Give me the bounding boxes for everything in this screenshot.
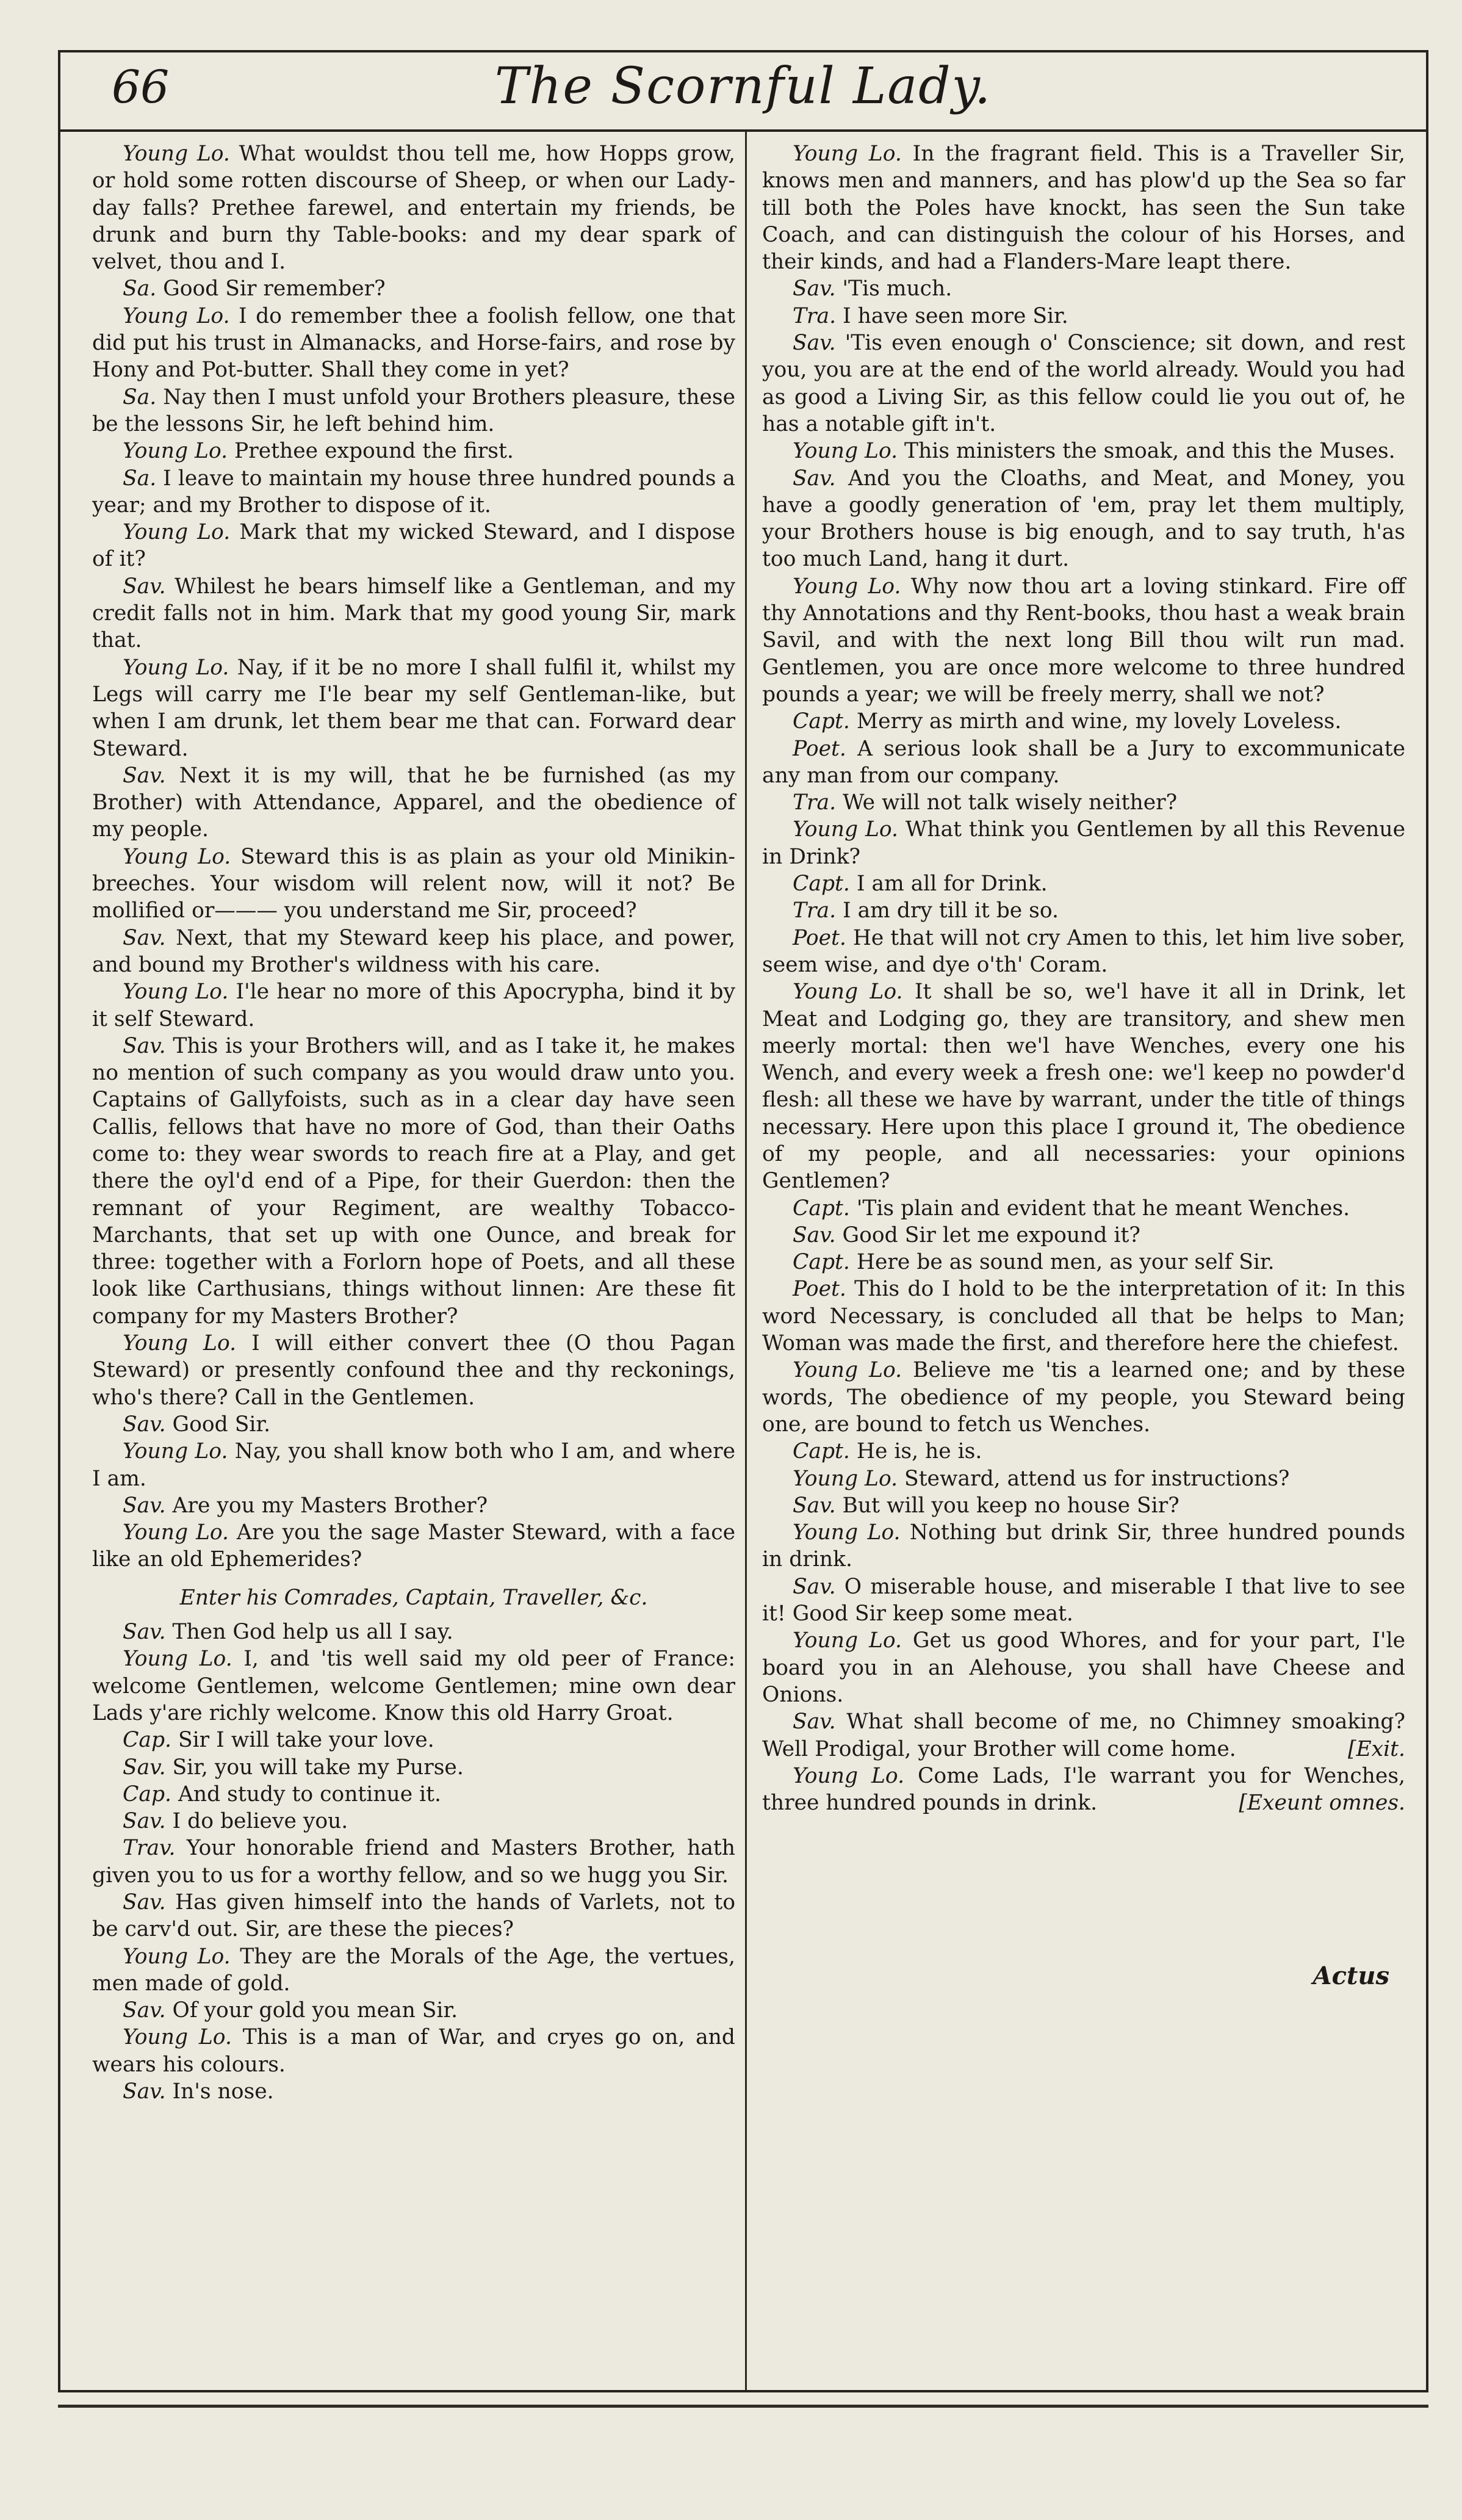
right-column-body [762,140,1405,1816]
speaker-name: Capt. [793,1439,850,1464]
speech-text: What wouldst thou tell me, how Hopps grow, or hold some rotten discourse of Sheep, or when our Lady-day falls? Prethee farewel, and entertain my friends, be drunk and burn thy Table-books: and my dear spark of velvet, thou and I. [92,142,735,275]
speaker-name: Sav. [793,1709,836,1735]
speech [92,1411,735,1438]
speech-text: Has given himself into the hands of Varlets, not to be carv'd out. Sir, are these the pieces? [92,1890,735,1942]
speaker-name: Sav. [123,1033,166,1058]
speech-text: Get us good Whores, and for your part, I'le board you in an Alehouse, you shall have Cheese and Onions. [762,1628,1405,1707]
speaker-name: Capt. [793,709,850,734]
speech-text: We will not talk wisely neither? [836,790,1178,815]
speech-text: Next, that my Steward keep his place, and power, and bound my Brother's wildness with his care. [92,925,735,977]
speech [92,438,735,464]
speech [762,1357,1405,1438]
speaker-name: Sav. [793,1222,836,1247]
speaker-name: Young Lo. [123,980,229,1005]
speaker-name: Young Lo. [123,2025,232,2050]
speech-text: Prethee expound the first. [228,439,514,464]
left-column [92,140,735,2105]
speech [92,925,735,979]
speaker-name: Sav. [123,1493,166,1518]
speech-text: Next it is my will, that he be furnished (as my Brother) with Attendance, Apparel, and the obedience of my people. [92,763,735,842]
speech [762,816,1405,870]
speaker-name: Young Lo. [123,655,229,680]
speech-text: What think you Gentlemen by all this Revenue in Drink? [762,817,1405,869]
speech-text: Merry as mirth and wine, my lovely Loveless. [849,709,1342,734]
speech [762,1492,1405,1519]
speech-text: Are you the sage Master Steward, with a face like an old Ephemerides? [92,1520,735,1572]
speech [762,1222,1405,1249]
speaker-name: Cap. [123,1782,172,1807]
speech-text: I'le hear no more of this Apocrypha, bind it by it self Steward. [92,980,735,1031]
speaker-name: Sav. [123,1412,166,1437]
speech-text: Come Lads, I'le warrant you for Wenches, three hundred pounds in drink. [762,1763,1405,1816]
speech-text: I do remember thee a foolish fellow, one that did put his trust in Almanacks, and Horse-fairs, and rose by Hony and Pot-butter. Shall they come in yet? [92,303,735,383]
speech [92,2024,735,2078]
speech [762,573,1405,708]
speaker-name: Young Lo. [793,980,903,1005]
speech [762,1519,1405,1573]
speaker-name: Sav. [123,574,166,599]
speech [762,465,1405,573]
speech [92,1943,735,1998]
speech-text: Whilest he bears himself like a Gentleman, and my credit falls not in him. Mark that my good young Sir, mark that. [92,574,735,653]
speech-text: O miserable house, and miserable I that live to see it! Good Sir keep some meat. [762,1574,1405,1626]
speaker-name: Young Lo. [123,520,231,545]
speech-text: I am all for Drink. [849,872,1048,897]
speech [92,978,735,1033]
speech [92,384,735,438]
speech [92,762,735,843]
speaker-name: Young Lo. [793,1358,902,1383]
speech-text: What shall become of me, no Chimney smoaking? Well Prodigal, your Brother will come home. [762,1709,1405,1761]
speech-text: This is your Brothers will, and as I take it, he makes no mention of such company as you would draw unto you. Captains of Gallyfoists, such as in a clear day have seen Callis, fellows that have no more of God, than their Oaths come to: they wear swords to reach fire at a Play, and get there the oyl'd end of a Pipe, for their Guerdon: then the remnant of your Regiment, are wealthy Tobacco-Marchants, that set up with one Ounce, and break for three: together with a Forlorn hope of Poets, and all these look like Carthusians, things without linnen: Are these fit company for my Masters Brother? [92,1033,735,1329]
header-rule [60,129,1426,132]
speaker-name: Sav. [793,466,836,491]
speech-text: Here be as sound men, as your self Sir. [849,1250,1275,1275]
speaker-name: Sav. [123,1620,166,1645]
speech [762,870,1405,897]
speech-text: Sir I will take your love. [171,1728,434,1753]
speech-text: I have seen more Sir. [836,303,1068,328]
speaker-name: Tra. [793,303,837,328]
speech [762,978,1405,1194]
speech-text: Believe me 'tis a learned one; and by these words, The obedience of my people, you Steward being one, are bound to fetch us Wenches. [762,1358,1405,1437]
speech [92,275,735,302]
speech [762,925,1405,979]
speech [762,330,1405,438]
speaker-name: Young Lo. [793,142,902,166]
speech-text: This is a man of War, and cryes go on, and wears his colours. [92,2025,735,2077]
speaker-name: Sav. [123,1998,166,2023]
speech [762,275,1405,302]
speaker-name: Sa. [123,384,157,410]
speech [762,438,1405,464]
exit-direction: [Exeunt omnes. [1239,1791,1405,1816]
speaker-name: Young Lo. [123,303,230,328]
speech-text: Why now thou art a loving stinkard. Fire off thy Annotations and thy Rent-books, thou hast a weak brain Savil, and with the next long Bill thou wilt run mad. Gentlemen, you are once more welcome to three hundred pounds a year; we will be freely merry, shall we not? [762,574,1405,707]
speech [92,1835,735,1889]
speech-text: Your honorable friend and Masters Brother, hath given you to us for a worthy fellow, and so we hugg you Sir. [92,1836,735,1888]
speaker-name: Young Lo. [123,1331,237,1356]
speech-text: Of your gold you mean Sir. [165,1998,458,2023]
speech [92,1645,735,1727]
speech [762,1438,1405,1465]
speech-text: Sir, you will take my Purse. [165,1755,464,1780]
speaker-name: Young Lo. [123,1944,231,1969]
speech-text: In the fragrant field. This is a Traveller Sir, knows men and manners, and has plow'd up the Sea so far till both the Poles have knockt, has seen the Sun take Coach, and can distinguish the colour of his Horses, and their kinds, and had a Flanders-Mare leapt there. [762,142,1405,275]
exit-direction: [Exit. [1348,1736,1405,1761]
speech [92,1754,735,1781]
speaker-name: Sav. [123,925,166,950]
speech-text: Mark that my wicked Steward, and I dispose of it? [92,520,735,572]
speech [762,735,1405,790]
speech [92,1438,735,1492]
column-divider [745,132,747,2390]
speaker-name: Young Lo. [123,1520,229,1545]
speech-text: This do I hold to be the interpretation of it: In this word Necessary, is concluded all that be helps to Man; Woman was made the first, and therefore here the chiefest. [762,1277,1405,1356]
speech-text: They are the Morals of the Age, the vertues, men made of gold. [92,1944,735,1996]
speech [92,654,735,762]
speaker-name: Sa. [123,466,157,491]
speech-text: It shall be so, we'l have it all in Drink, let Meat and Lodging go, they are transitory, and shew men meerly mortal: then we'l have Wenches, every one his Wench, and every week a fresh one: we'l keep no powder'd flesh: all these we have by warrant, under the title of things necessary. Here upon this place I ground it, The obedience of my people, and all necessaries: your opinions Gentlemen? [762,980,1405,1194]
speech [92,1808,735,1835]
speaker-name: Young Lo. [793,1466,898,1491]
speaker-name: Poet. [793,925,846,950]
speaker-name: Young Lo. [793,1763,905,1788]
speaker-name: Sav. [123,1890,166,1915]
speaker-name: Sav. [123,1809,166,1834]
speaker-name: Sav. [123,763,166,788]
speech-text: 'Tis plain and evident that he meant Wenches. [849,1196,1350,1221]
speech-text: Are you my Masters Brother? [165,1493,488,1518]
speaker-name: Sav. [793,1493,836,1518]
speech [92,2078,735,2105]
speech [762,1276,1405,1357]
speech [762,897,1405,924]
speech [92,1492,735,1519]
speaker-name: Sav. [123,1755,166,1780]
speech [762,303,1405,330]
speech [92,519,735,573]
speech [92,140,735,275]
speech [762,1573,1405,1628]
running-head [60,52,1426,127]
speech-text: Then God help us all I say. [165,1620,453,1645]
speaker-name: Cap. [123,1728,172,1753]
speaker-name: Young Lo. [123,439,228,464]
speech-text: I do believe you. [165,1809,348,1834]
speech [92,1889,735,1943]
speech [762,140,1405,275]
speaker-name: Young Lo. [793,574,901,599]
speaker-name: Young Lo. [793,1628,902,1653]
speaker-name: Capt. [793,1196,850,1221]
speaker-name: Poet. [793,1277,846,1302]
speech-text: But will you keep no house Sir? [835,1493,1179,1518]
speaker-name: Young Lo. [793,1520,901,1545]
speaker-name: Trav. [123,1836,176,1861]
page-frame [58,50,1428,2392]
speaker-name: Sav. [123,2079,166,2104]
speech [762,1763,1405,1817]
speech-text: 'Tis much. [835,276,952,301]
stage-direction: Enter his Comrades, Captain, Traveller, &c. [179,1585,648,1610]
page-number: 66 [112,61,170,114]
speaker-name: Sav. [793,276,836,301]
speech [92,303,735,384]
speech [92,843,735,925]
speech-text: A serious look shall be a Jury to excommunicate any man from our company. [762,736,1405,788]
speech [762,789,1405,816]
speech-text: Steward this is as plain as your old Minikin-breeches. Your wisdom will relent now, will it not? Be mollified or——— you understand me Sir, proceed? [92,844,735,923]
speech [762,1708,1405,1763]
speech-text: I leave to maintain my house three hundred pounds a year; and my Brother to dispose of it. [92,466,735,518]
speaker-name: Young Lo. [123,1439,228,1464]
speech-text: Good Sir. [165,1412,271,1437]
speaker-name: Tra. [793,898,837,923]
catchword: Actus [1313,1962,1389,1991]
speech-text: Good Sir let me expound it? [835,1222,1140,1247]
speaker-name: Tra. [793,790,837,815]
speech [762,1465,1405,1492]
speech [762,1627,1405,1708]
speech-text: In's nose. [165,2079,274,2104]
speech-text: I, and 'tis well said my old peer of France: welcome Gentlemen, welcome Gentlemen; mine own dear Lads y'are richly welcome. Know this old Harry Groat. [92,1647,735,1725]
speech [92,465,735,519]
speech-text: I am dry till it be so. [836,898,1059,923]
speech [762,1195,1405,1222]
speaker-name: Young Lo. [123,1647,232,1672]
speech-text: Good Sir remember? [156,276,386,301]
speaker-name: Young Lo. [123,844,231,869]
speaker-name: Sav. [793,1574,836,1599]
speech-text: I will either convert thee (O thou Pagan Steward) or presently confound thee and thy reckonings, who's there? Call in the Gentlemen. [92,1331,735,1410]
speech-text: He is, he is. [849,1439,982,1464]
speech-text: He that will not cry Amen to this, let him live sober, seem wise, and dye o'th' Coram. [762,925,1405,977]
speech-text: Nothing but drink Sir, three hundred pounds in drink. [762,1520,1405,1572]
speech [762,708,1405,735]
speech-text: Nay, if it be no more I shall fulfil it, whilst my Legs will carry me I'le bear my self Gentleman-like, but when I am drunk, let them bear me that can. Forward dear Steward. [92,655,735,761]
speaker-name: Capt. [793,872,850,897]
right-column [762,140,1405,1990]
speaker-name: Young Lo. [123,142,230,166]
speech [92,1330,735,1411]
speech-text: And study to continue it. [171,1782,442,1807]
speech-text: This ministers the smoak, and this the Muses. [898,439,1395,464]
speech [762,1249,1405,1276]
speech [92,1727,735,1753]
speech [92,1781,735,1808]
page-title: The Scornful Lady. [494,57,992,115]
speaker-name: Young Lo. [793,439,898,464]
bottom-rule [58,2405,1428,2408]
speaker-name: Sa. [123,276,157,301]
speech-text: Steward, attend us for instructions? [898,1466,1290,1491]
speech-text: 'Tis even enough o' Conscience; sit down, and rest you, you are at the end of the world already. Would you had as good a Living Sir, as this fellow could lie you out of, he has a notable gift in't. [762,331,1405,436]
speaker-name: Sav. [793,331,836,356]
speech [92,1033,735,1330]
speech [92,573,735,654]
speech-text: And you the Cloaths, and Meat, and Money, you have a goodly generation of 'em, pray let them multiply, your Brothers house is big enough, and to say truth, h'as too much Land, hang it durt. [762,466,1405,572]
speaker-name: Young Lo. [793,817,898,842]
speech [92,1997,735,2024]
speech-text: Nay then I must unfold your Brothers pleasure, these be the lessons Sir, he left behind him. [92,384,735,436]
speaker-name: Poet. [793,736,846,761]
speech-text: Nay, you shall know both who I am, and where I am. [92,1439,735,1491]
speech [92,1619,735,1645]
speech [92,1519,735,1573]
speaker-name: Capt. [793,1250,850,1275]
